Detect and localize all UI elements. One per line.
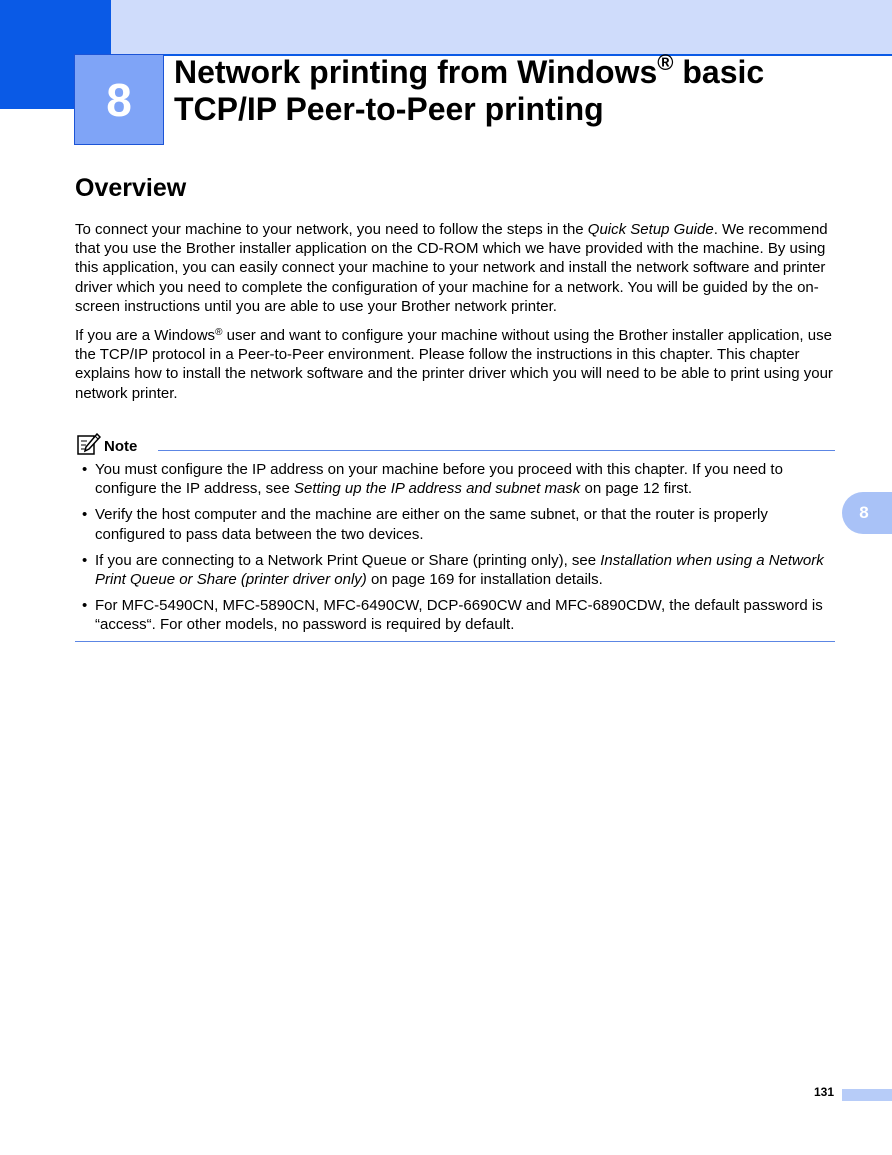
- note-item-text: on page 169 for installation details.: [366, 571, 603, 589]
- header-band: [0, 0, 892, 54]
- cross-reference-link[interactable]: Setting up the IP address and subnet mask: [294, 480, 581, 498]
- side-tab-label: 8: [859, 503, 869, 522]
- note-item-text: For MFC-5490CN, MFC-5890CN, MFC-6490CW, DCP-6690CW and MFC-6890CDW, the default password is “access“. For other models, no password is required by default.: [95, 597, 823, 634]
- chapter-title: [174, 50, 874, 128]
- note-header: [75, 433, 835, 455]
- cross-reference-link[interactable]: Installation when using a Network Print Queue or Share (printer driver only): [95, 551, 824, 589]
- bullet: •: [82, 551, 88, 569]
- paragraph-2-text-b: user and want to configure your machine without using the Brother installer application, use the TCP/IP protocol in a Peer-to-Peer environment. Please follow the instructions in this chapter. This chapter explains how to install the network software and the printer driver which you will need to be able to print using your network printer.: [75, 327, 833, 402]
- chapter-side-tab: [842, 492, 892, 534]
- chapter-number-box: [74, 54, 164, 145]
- note-item-text: You must configure the IP address on your machine before you proceed with this chapter. If you need to configure the IP address, see: [95, 461, 783, 498]
- body-text: [75, 220, 835, 413]
- bullet: •: [82, 597, 88, 615]
- bullet: •: [82, 506, 88, 524]
- quick-setup-guide-ref: Quick Setup Guide: [587, 221, 714, 238]
- note-item-text: Verify the host computer and the machine are either on the same subnet, or that the router is properly configured to pass data between the two devices.: [95, 506, 768, 543]
- note-label: Note: [104, 438, 138, 455]
- chapter-title-line2: TCP/IP Peer-to-Peer printing: [174, 91, 604, 127]
- note-item: [75, 505, 835, 543]
- note-list: [75, 460, 835, 642]
- note-item-text: If you are connecting to a Network Print Queue or Share (printing only), see: [95, 551, 601, 569]
- chapter-number: 8: [106, 73, 132, 126]
- note-item-text: on page 12 first.: [580, 480, 693, 498]
- chapter-title-line1-a: Network printing from Windows: [174, 54, 658, 90]
- paragraph-2-text-a: If you are a Windows: [75, 327, 216, 345]
- page-number: 131: [813, 1085, 834, 1099]
- paragraph-1-text-b: . We recommend that you use the Brother installer application on the CD-ROM which we have provided with the machine. By using this application, you can easily connect your machine to your network and install the network software and printer driver which you need to complete the configuration of your machine for a network. You will be guided by the on-screen instructions until you are able to use your Brother network printer.: [75, 221, 828, 315]
- note-pencil-icon: [77, 433, 101, 455]
- note-rule-top: [158, 450, 835, 451]
- paragraph-2: [75, 326, 835, 403]
- paragraph-1-text-a: To connect your machine to your network, you need to follow the steps in the: [75, 221, 588, 238]
- note-rule-bottom: [75, 641, 835, 642]
- chapter-title-line1-b: basic: [673, 54, 765, 90]
- note-item: [75, 551, 835, 589]
- bullet: •: [82, 461, 88, 478]
- footer-bar: [842, 1089, 892, 1101]
- registered-mark: ®: [215, 327, 223, 339]
- note-item: [75, 596, 835, 634]
- registered-mark: ®: [657, 50, 674, 75]
- paragraph-1: [75, 220, 835, 316]
- section-heading: Overview: [75, 174, 187, 202]
- note-item: [75, 460, 835, 498]
